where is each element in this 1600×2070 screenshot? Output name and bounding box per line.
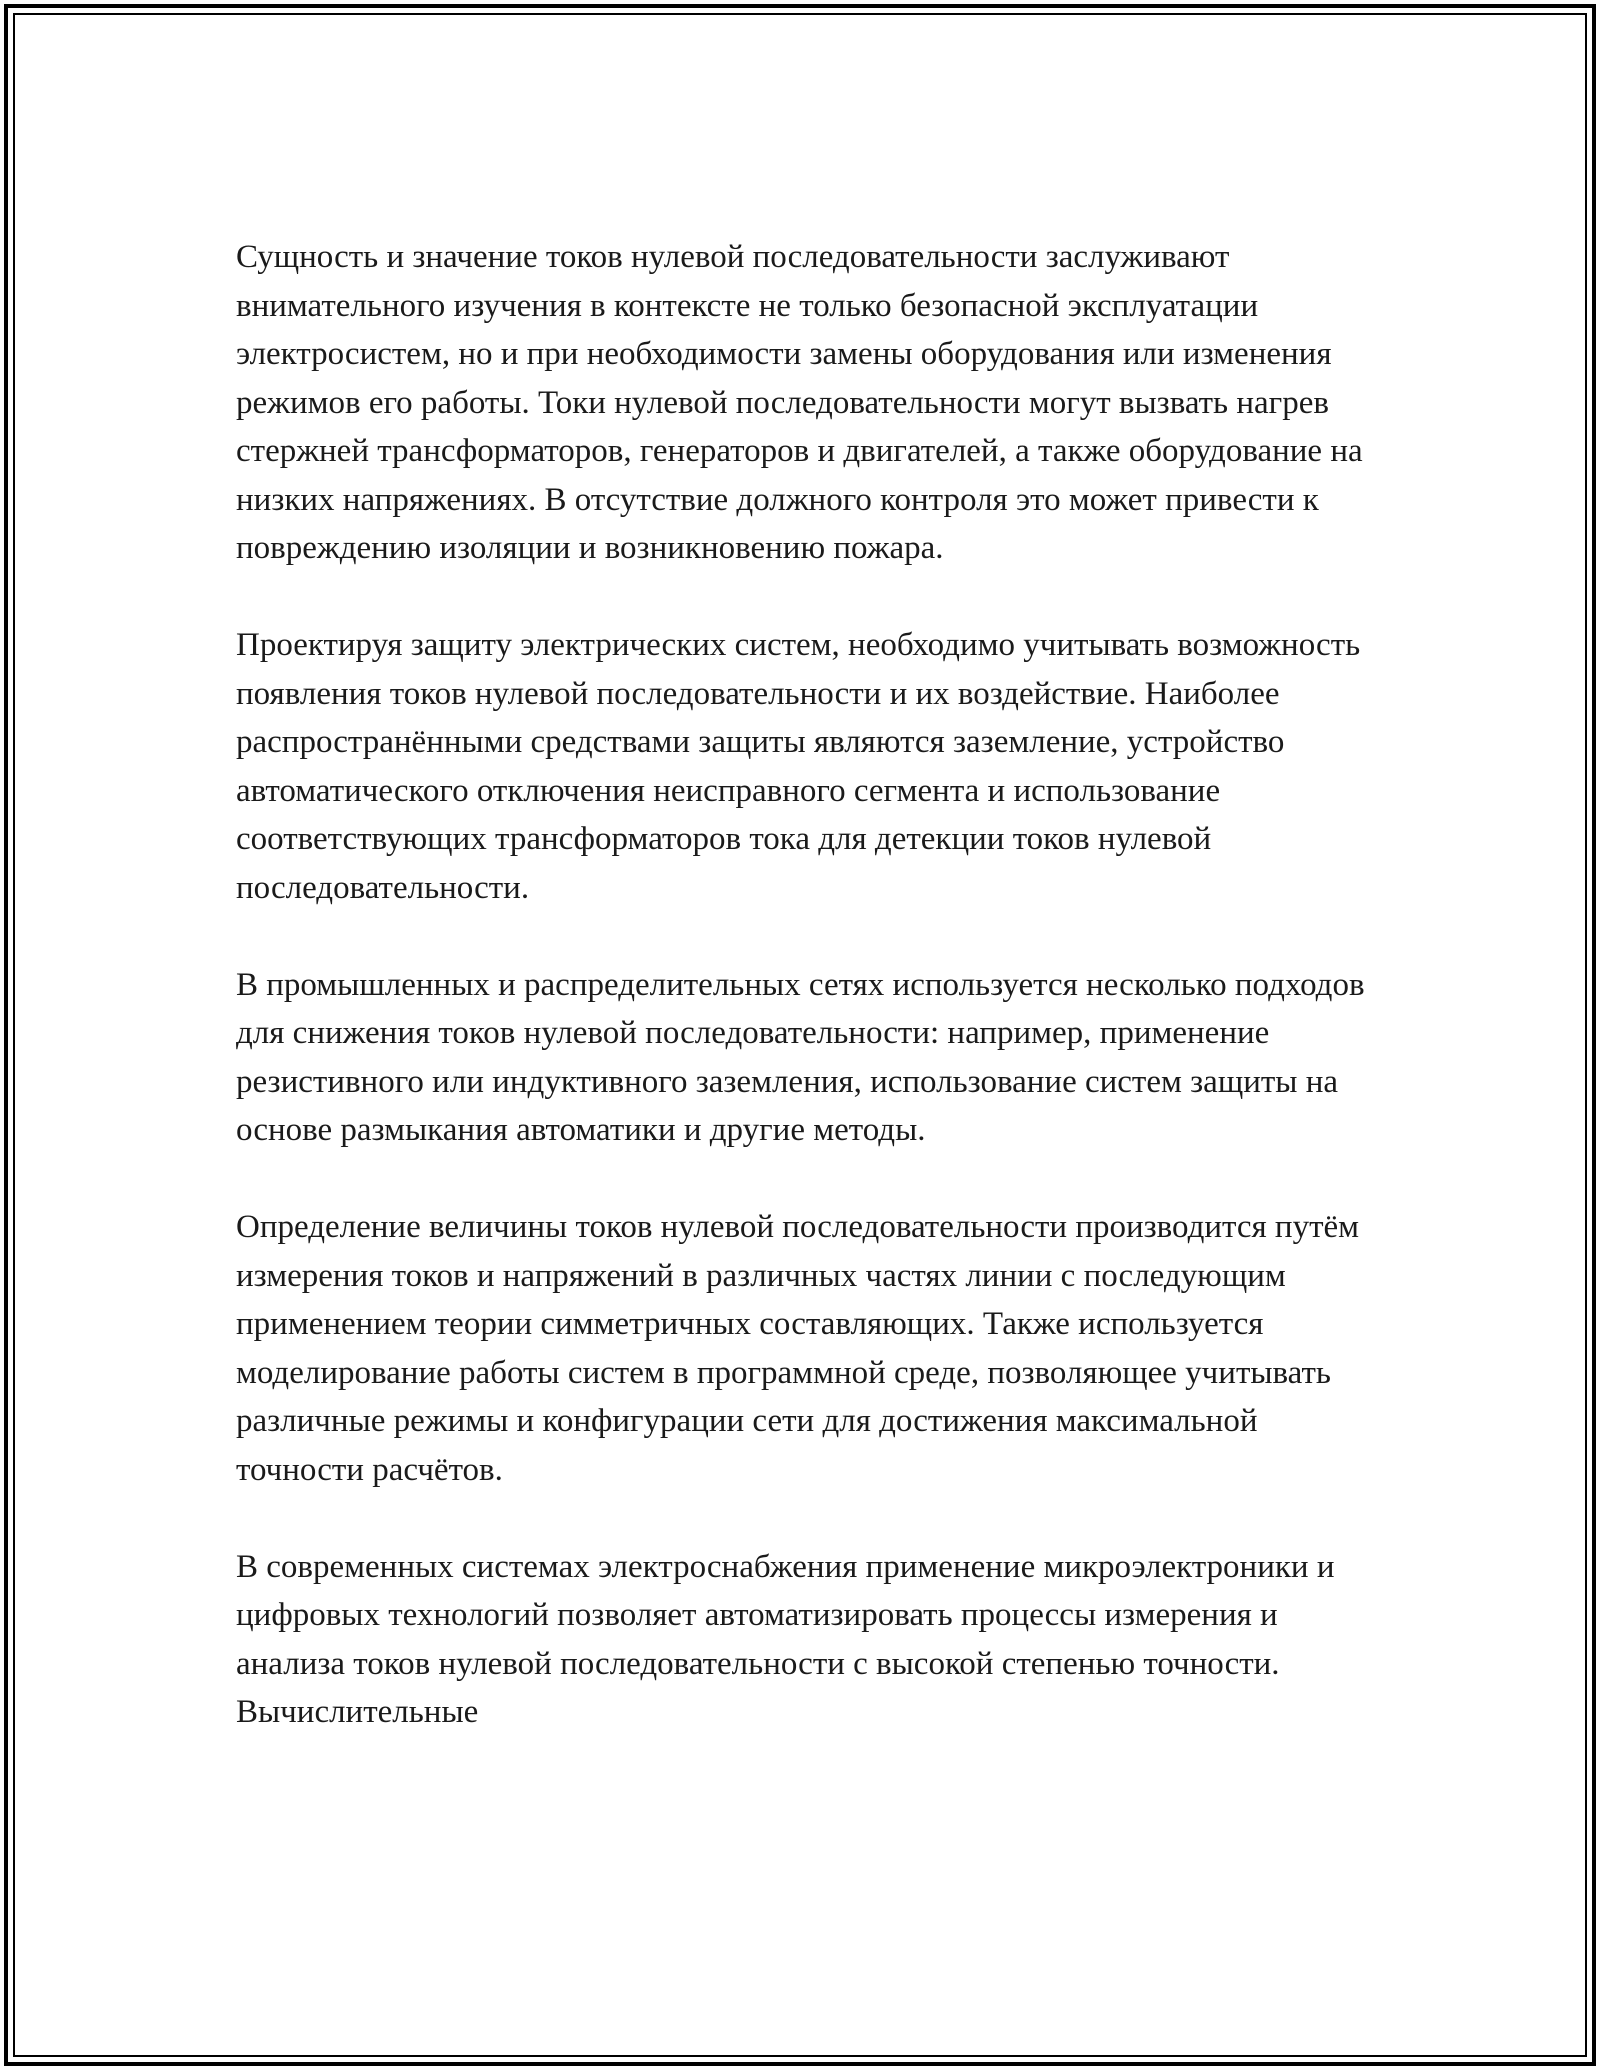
document-body [236,233,1386,1785]
paragraph-1: Сущность и значение токов нулевой последовательности заслуживают внимательного изучения в контексте не только безопасной эксплуатации электросистем, но и при необходимости замены оборудования или изменения режимов его работы. Токи нулевой последовательности могут вызвать нагрев стержней трансформаторов, генераторов и двигателей, а также оборудование на низких напряжениях. В отсутствие должного контроля это может привести к повреждению изоляции и возникновению пожара. [236,239,1363,566]
paragraph-5: В современных системах электроснабжения применение микроэлектроники и цифровых технологий позволяет автоматизировать процессы измерения и анализа токов нулевой последовательности с высокой степенью точности. Вычислительные [236,1548,1335,1730]
paragraph-4: Определение величины токов нулевой последовательности производится путём измерения токов и напряжений в различных частях линии с последующим применением теории симметричных составляющих. Также используется моделирование работы систем в программной среде, позволяющее учитывать различные режимы и конфигурации сети для достижения максимальной точности расчётов. [236,1209,1360,1488]
paragraph-2: Проектируя защиту электрических систем, необходимо учитывать возможность появления токов нулевой последовательности и их воздействие. Наиболее распространёнными средствами защиты являются заземление, устройство автоматического отключения неисправного сегмента и использование соответствующих трансформаторов тока для детекции токов нулевой последовательности. [236,627,1361,906]
paragraph-3: В промышленных и распределительных сетях используется несколько подходов для снижения токов нулевой последовательности: например, применение резистивного или индуктивного заземления, использование систем защиты на основе размыкания автоматики и другие методы. [236,966,1365,1148]
